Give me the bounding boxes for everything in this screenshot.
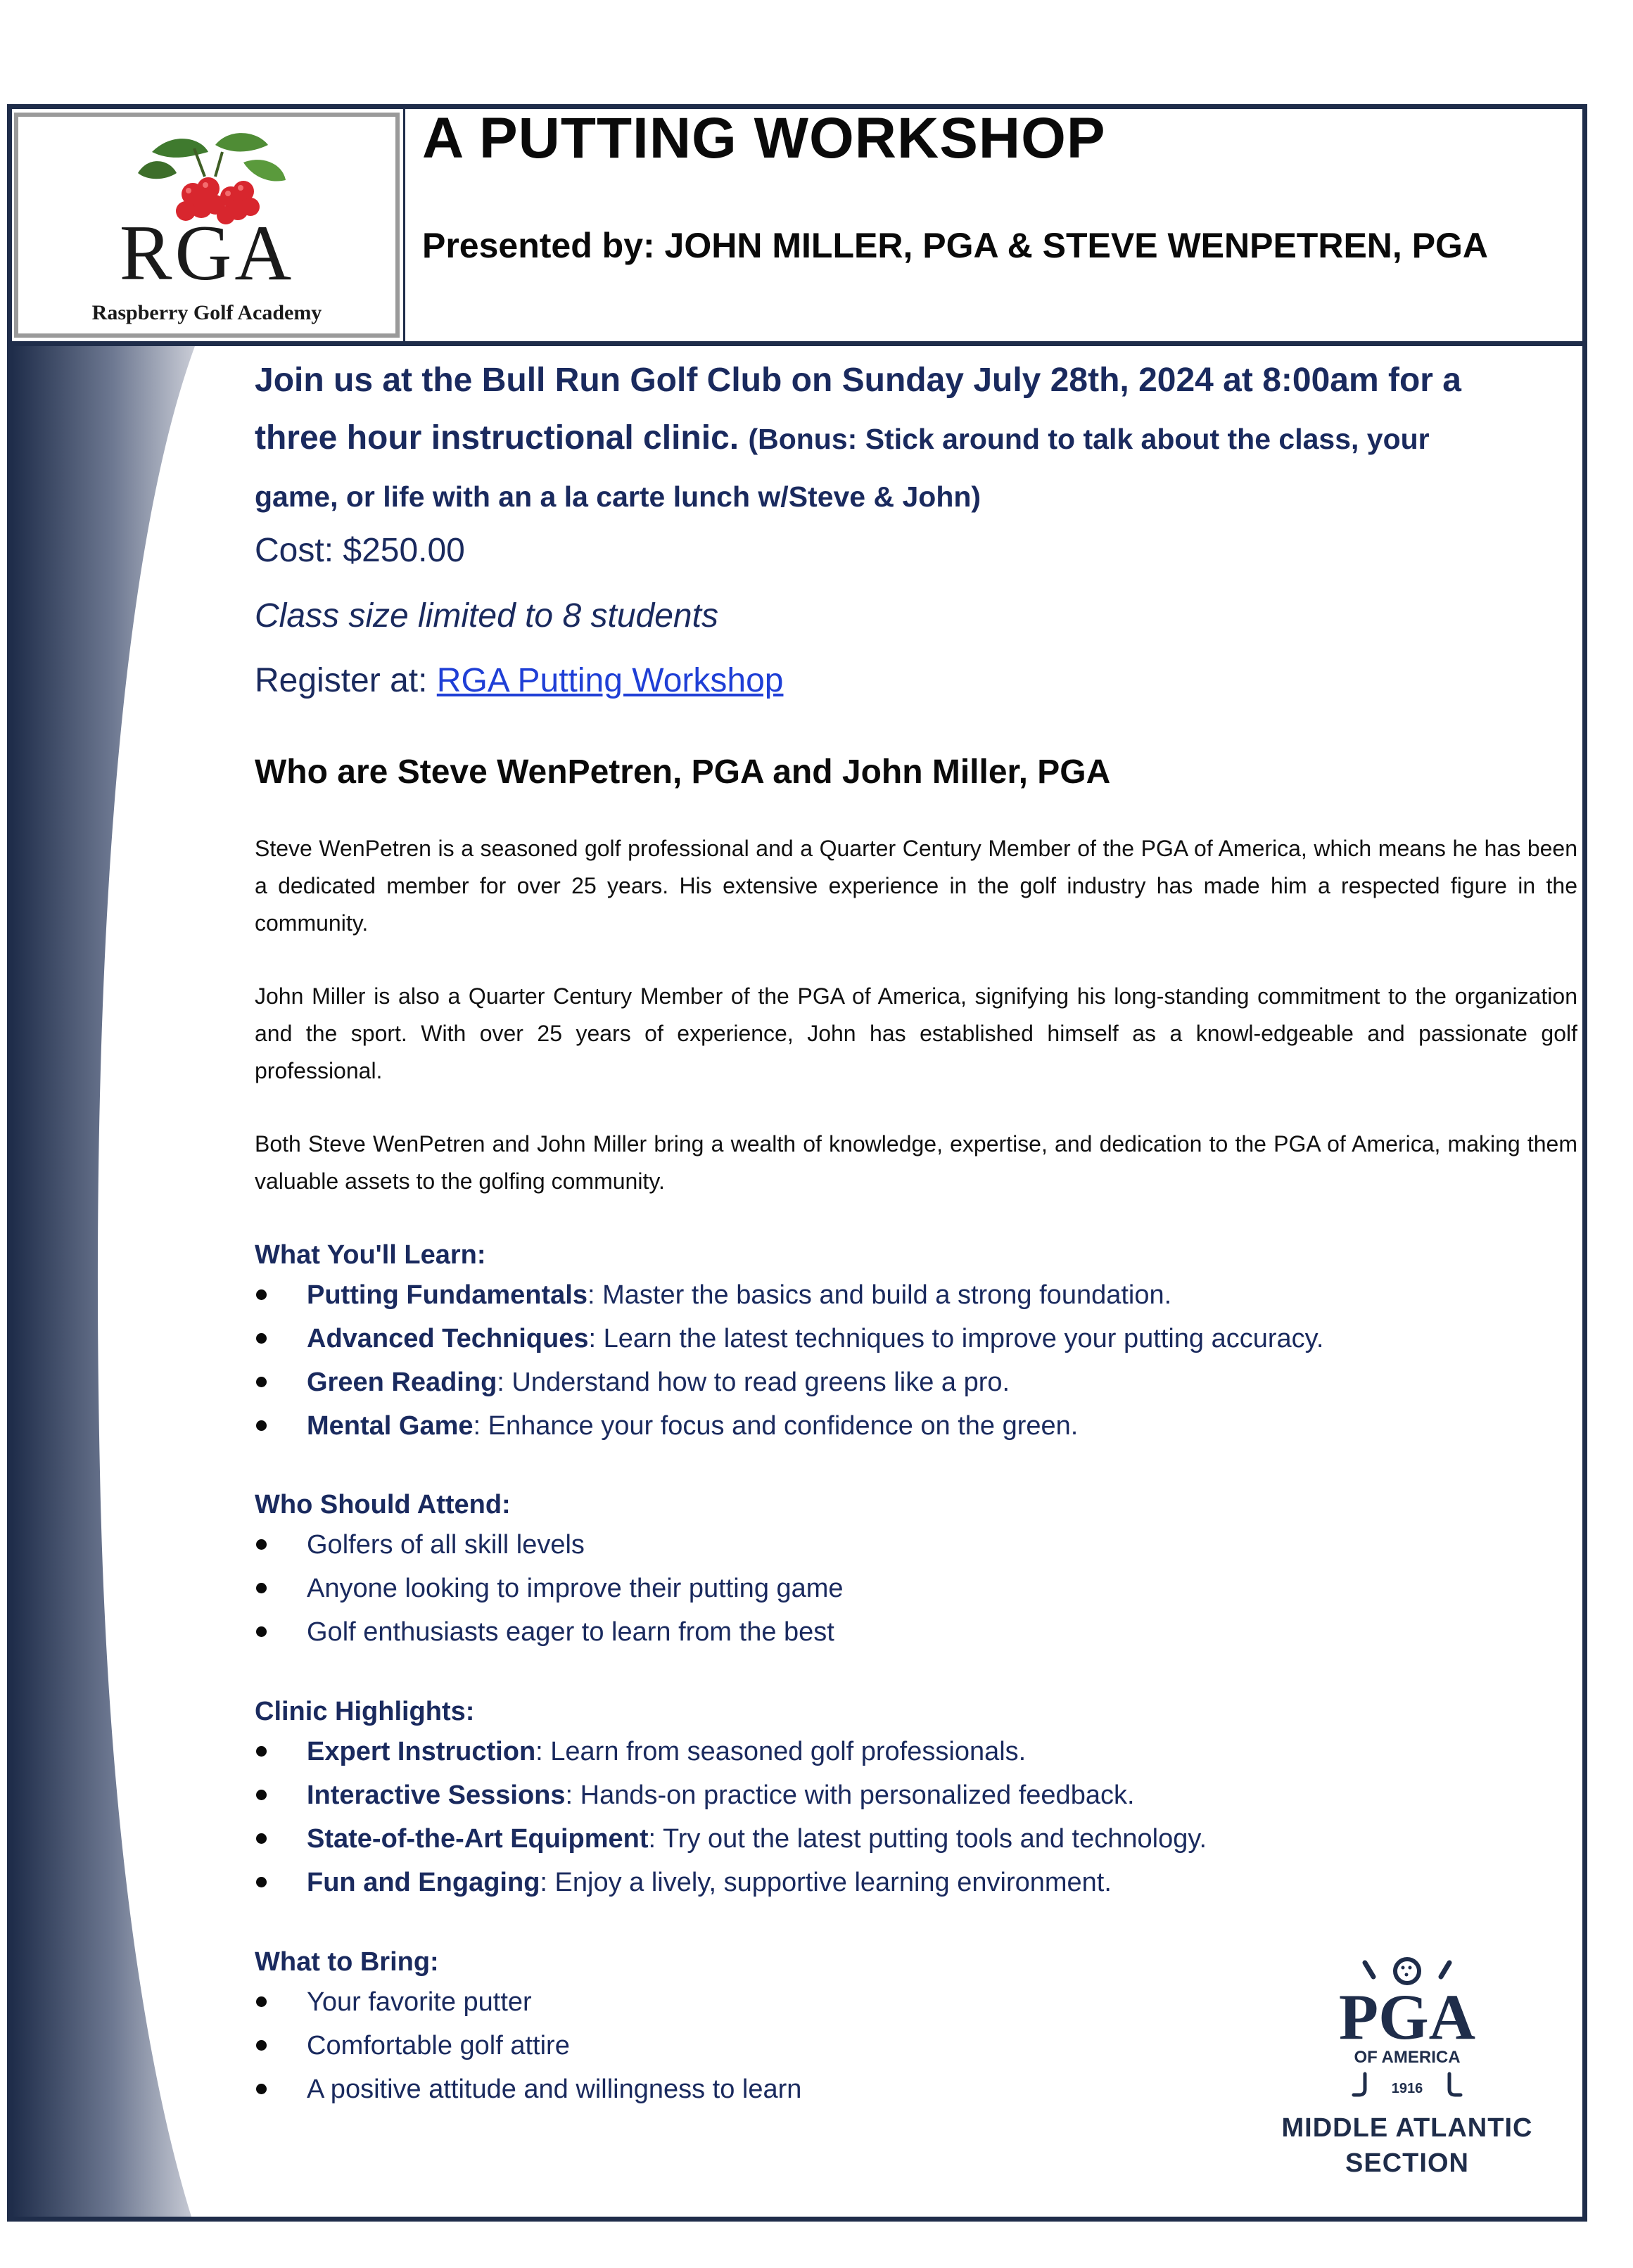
presented-by: Presented by: JOHN MILLER, PGA & STEVE WENPETREN, PGA (422, 226, 1489, 265)
list-item: Putting Fundamentals: Master the basics and build a strong foundation. (255, 1273, 1577, 1317)
highlights-list (255, 1730, 1577, 1904)
golf-ball-icon (1395, 1959, 1419, 1983)
pga-section-line1: MIDDLE ATLANTIC (1281, 2113, 1533, 2143)
learn-title: What You'll Learn: (255, 1240, 486, 1270)
intro-bonus-b: game, or life with an a la carte lunch w/Steve & John) (255, 480, 981, 513)
bullet-icon (256, 1877, 267, 1887)
list-item: Comfortable golf attire (255, 2024, 1577, 2068)
list-item: Green Reading: Understand how to read greens like a pro. (255, 1361, 1577, 1404)
register (255, 661, 1577, 700)
pga-year: 1916 (1391, 2081, 1423, 2096)
intro-line1: Join us at the Bull Run Golf Club on Sunday July 28th, 2024 at 8:00am for a (255, 362, 1461, 399)
pga-of-america: OF AMERICA (1354, 2048, 1461, 2067)
learn-list (255, 1273, 1577, 1448)
bullet-icon (256, 1746, 267, 1757)
intro-text (255, 352, 1577, 525)
bullet-icon (256, 1420, 267, 1431)
cost: Cost: $250.00 (255, 532, 465, 569)
class-size: Class size limited to 8 students (255, 597, 718, 635)
bullet-icon (256, 1289, 267, 1300)
bullet-icon (256, 1996, 267, 2007)
intro-bonus-a: (Bonus: Stick around to talk about the class, your (748, 423, 1430, 455)
bullet-icon (256, 1790, 267, 1800)
intro-line2 (255, 409, 1577, 468)
bio-paragraph: Steve WenPetren is a seasoned golf professional and a Quarter Century Member of the PGA of America, which means he has been a dedicated member for over 25 years. His extensive experience in the golf industry has made him a respected figure in the community. (255, 836, 1577, 936)
list-item: Anyone looking to improve their putting game (255, 1567, 1577, 1610)
bullet-icon (256, 1539, 267, 1550)
bullet-icon (256, 2040, 267, 2051)
list-item: Your favorite putter (255, 1980, 1577, 2024)
bring-title: What to Bring: (255, 1947, 439, 1977)
pga-section-name (1238, 2110, 1576, 2181)
bullet-icon (256, 1583, 267, 1593)
logo-academy-name: Raspberry Golf Academy (91, 301, 322, 324)
register-label: Register at: (255, 662, 437, 699)
bullet-icon (256, 1833, 267, 1844)
list-item: Fun and Engaging: Enjoy a lively, supportive learning environment. (255, 1861, 1577, 1904)
list-item: Golf enthusiasts eager to learn from the best (255, 1610, 1577, 1654)
list-item: A positive attitude and willingness to learn (255, 2068, 1577, 2111)
list-item: State-of-the-Art Equipment: Try out the latest putting tools and technology. (255, 1817, 1577, 1861)
header-vertical-divider (403, 107, 405, 345)
bullet-icon (256, 1626, 267, 1637)
intro-line2-main: three hour instructional clinic. (255, 419, 739, 457)
list-item: Golfers of all skill levels (255, 1523, 1577, 1567)
pga-section-line2: SECTION (1345, 2148, 1469, 2178)
list-item: Advanced Techniques: Learn the latest techniques to improve your putting accuracy. (255, 1317, 1577, 1361)
decorative-sidebar (12, 346, 195, 2217)
header-divider (7, 341, 1587, 346)
bullet-icon (256, 1333, 267, 1344)
page-title: A PUTTING WORKSHOP (422, 106, 1106, 170)
bio-paragraph: John Miller is also a Quarter Century Member of the PGA of America, signifying his long-standing commitment to the organization and the sport. With over 25 years of experience, John has established himself as a knowl-edgeable and passionate golf professional. (255, 983, 1577, 1083)
bio-paragraph: Both Steve WenPetren and John Miller bring a wealth of knowledge, expertise, and dedication to the PGA of America, making them valuable assets to the golfing community. (255, 1131, 1577, 1194)
attend-list (255, 1523, 1577, 1654)
who-heading: Who are Steve WenPetren, PGA and John Miller, PGA (255, 753, 1111, 791)
register-link[interactable]: RGA Putting Workshop (436, 662, 784, 699)
list-item: Mental Game: Enhance your focus and confidence on the green. (255, 1404, 1577, 1448)
list-item: Expert Instruction: Learn from seasoned golf professionals. (255, 1730, 1577, 1773)
list-item: Interactive Sessions: Hands-on practice with personalized feedback. (255, 1773, 1577, 1817)
rga-logo (14, 113, 400, 338)
attend-title: Who Should Attend: (255, 1490, 511, 1520)
highlights-title: Clinic Highlights: (255, 1697, 475, 1726)
pga-wordmark: PGA (1338, 1981, 1476, 2053)
bullet-icon (256, 2084, 267, 2094)
bullet-icon (256, 1377, 267, 1387)
logo-letters: RGA (119, 210, 295, 297)
